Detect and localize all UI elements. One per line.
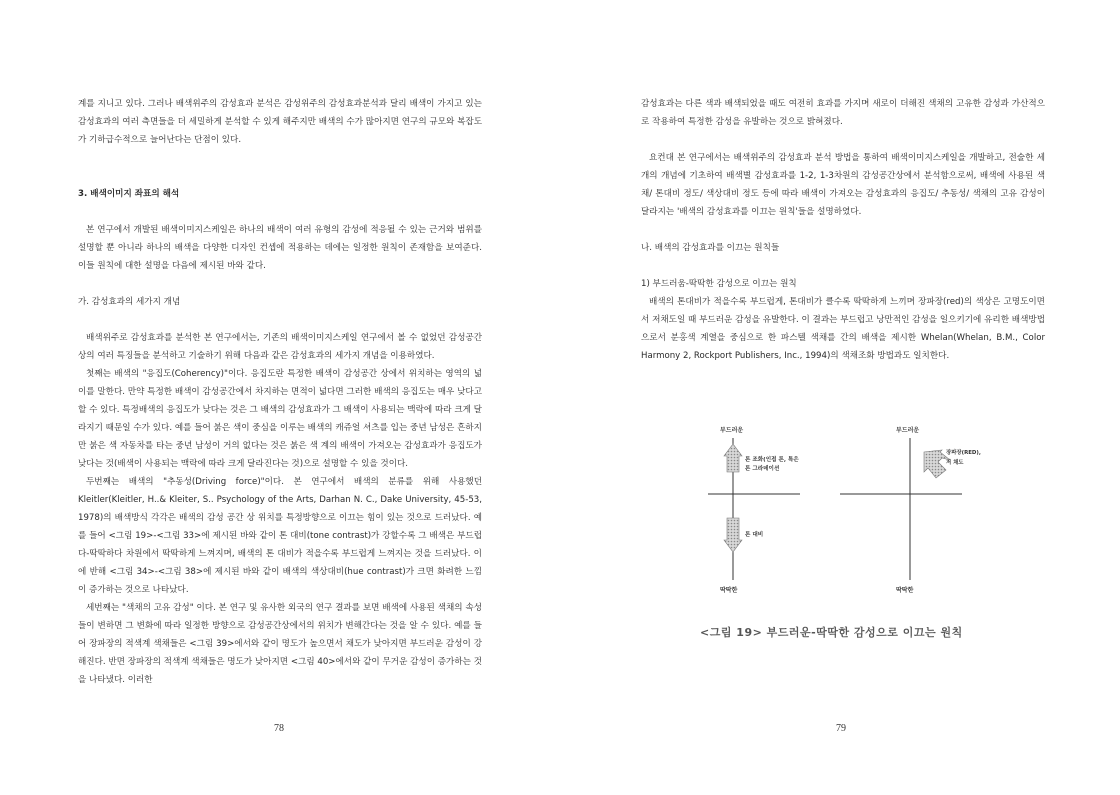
up-arrow-icon — [724, 444, 742, 472]
right-bottom-label: 딱딱한 — [896, 587, 914, 594]
figure-caption: <그림 19> 부드러운-딱딱한 감성으로 이끄는 원칙 — [700, 626, 963, 639]
left-bottom-label: 딱딱한 — [720, 587, 738, 594]
right-subheading: 나. 배색의 감성효과를 이끄는 원칙들 — [641, 243, 780, 253]
right-item-title: 1) 부드러움-딱딱한 감성으로 이끄는 원칙 — [641, 279, 797, 289]
up-arrow-label-1: 톤 조화(인접 톤, 톡은 — [745, 457, 799, 463]
section-heading: 3. 배색이미지 좌표의 해석 — [78, 189, 180, 199]
right-page-text — [641, 95, 1045, 365]
left-top-label: 부드러운 — [720, 427, 744, 434]
left-paragraph-2: 본 연구에서 개발된 배색이미지스케일은 하나의 배색이 여러 유형의 감성에 적응될 수 있는 근거와 범위를 설명할 뿐 아니라 하나의 배색을 다양한 디자인 컨셉에 적용하는 데에는 일정한 원칙이 존재함을 보여준다. 이들 원칙에 대한 설명을 다음에 제시된 바와 같다. — [78, 225, 482, 271]
right-paragraph-2: 요컨대 본 연구에서는 배색위주의 감성효과 분석 방법을 통하여 배색이미지스케일을 개발하고, 전술한 세 개의 개념에 기초하여 배색별 감성효과를 1-2, 1-3차원의 감성공간상에서 분석함으로써, 배색에 사용된 색채/ 톤대비 정도/ 색상대비 정도 등에 따라 배색이 가져오는 감성효과의 응집도/ 추동성/ 색채의 고유 감성이 달라지는 '배색의 감성효과를 이끄는 원칙'들을 설명하였다. — [641, 153, 1045, 217]
left-paragraph-4: 첫째는 배색의 "응집도(Coherency)"이다. 응집도란 특정한 배색이 감성공간 상에서 위치하는 영역의 넓이를 말한다. 만약 특정한 배색이 감성공간에서 차지하는 면적이 넓다면 그러한 배색의 응집도는 매우 낮다고 할 수 있다. 특정배색의 응집도가 낮다는 것은 그 배색의 감성효과가 그 배색이 사용되는 맥락에 따라 크게 달라지기 때문일 수가 있다. 예를 들어 붉은 색이 중심을 이루는 배색의 캐쥬얼 셔츠를 입는 중년 남성은 흔하지만 붉은 색 자동차를 타는 중년 남성이 거의 없다는 것은 붉은 색 계의 배색이 가져오는 감성효과가 응집도가 낮다는 것(배색이 사용되는 맥락에 따라 크게 달라진다는 것)으로 설명할 수 있을 것이다. — [78, 369, 482, 469]
figure-19 — [700, 420, 981, 680]
down-arrow-label: 톤 대비 — [745, 532, 764, 538]
right-paragraph-3: 배색의 톤대비가 적을수록 부드럽게, 톤대비가 클수록 딱딱하게 느끼며 장파장(red)의 색상은 고명도이면서 저채도일 때 부드러운 감성을 유발한다. 이 결과는 부드럽고 낭만적인 감성을 일으키기에 유리한 배색방법으로서 분홍색 계열을 중심으로 한 파스텔 색채를 간의 배색을 제시한 Whelan(Whelan, B.M., Color Harmony 2, Rockport Publishers, Inc., 1994)의 색채조화 방법과도 일치한다. — [641, 297, 1045, 361]
left-subheading: 가. 감성효과의 세가지 개념 — [78, 297, 181, 307]
left-paragraph-3: 배색위주로 감성효과를 분석한 본 연구에서는, 기존의 배색이미지스케일 연구에서 볼 수 없었던 감성공간상의 여러 특징들을 분석하고 기술하기 위해 다음과 같은 감성효과의 세가지 개념을 이용하였다. — [78, 333, 482, 361]
left-page-text — [78, 95, 482, 689]
diagonal-arrow-label-1: 장파장(RED), — [946, 450, 981, 456]
left-paragraph-1: 계를 지니고 있다. 그러나 배색위주의 감성효과 분석은 감성위주의 감성효과분석과 달리 배색이 가지고 있는 감성효과의 여러 측면들을 더 세밀하게 분석할 수 있게 해주지만 배색의 수가 많아지면 연구의 규모와 복잡도가 기하급수적으로 늘어난다는 단점이 있다. — [78, 99, 482, 145]
down-arrow-icon — [724, 518, 742, 552]
left-quadrant — [708, 426, 800, 594]
right-paragraph-1: 감성효과는 다른 색과 배색되었을 때도 여전히 효과를 가지며 새로이 더해진 색채의 고유한 감성과 가산적으로 작용하여 특정한 감성을 유발하는 것으로 밝혀졌다. — [641, 99, 1045, 127]
up-arrow-label-2: 톤 그라데이션 — [745, 466, 780, 472]
left-paragraph-5: 두번째는 배색의 "추동성(Driving force)"이다. 본 연구에서 배색의 분류를 위해 사용했던 Kleitler(Kleitler, H..& Kleiter, S.. Psychology of the Arts, Darhan N. C., Dake University, 45-53, 1978)의 배색방식 각각은 배색의 감성 공간 상 위치를 특정방향으로 이끄는 힘이 있는 것으로 드러났다. 예를 들어 <그림 19>-<그림 33>에 제시된 바와 같이 톤 대비(tone contrast)가 강할수록 그 배색은 부드럽다-딱딱하다 차원에서 딱딱하게 느껴지며, 배색의 톤 대비가 적을수록 부드럽게 느껴지는 것을 드러났다. 이에 반해 <그림 34>-<그림 38>에 제시된 바와 같이 배색의 색상대비(hue contrast)가 크면 화려한 느낌이 증가하는 것으로 나타났다. — [78, 477, 482, 595]
page-number-right: 79 — [836, 723, 846, 734]
right-quadrant — [840, 426, 981, 594]
diagonal-arrow-label-2: 저 채도 — [946, 460, 964, 466]
figure-diagram — [700, 420, 981, 620]
right-top-label: 부드러운 — [896, 427, 920, 434]
left-paragraph-6: 세번째는 "색채의 고유 감성" 이다. 본 연구 및 유사한 외국의 연구 결과를 보면 배색에 사용된 색채의 속성들이 변하면 그 변화에 따라 일정한 방향으로 감성공간상에서의 위치가 변해간다는 것을 알 수 있다. 예를 들어 장파장의 적색계 색채들은 <그림 39>에서와 같이 명도가 높으면서 채도가 낮아지면 부드러운 감성이 강해진다. 반면 장파장의 적색계 색채들은 명도가 낮아지면 <그림 40>에서와 같이 무거운 감성이 증가하는 것을 나타냈다. 이러한 — [78, 603, 482, 685]
page-number-left: 78 — [274, 723, 284, 734]
